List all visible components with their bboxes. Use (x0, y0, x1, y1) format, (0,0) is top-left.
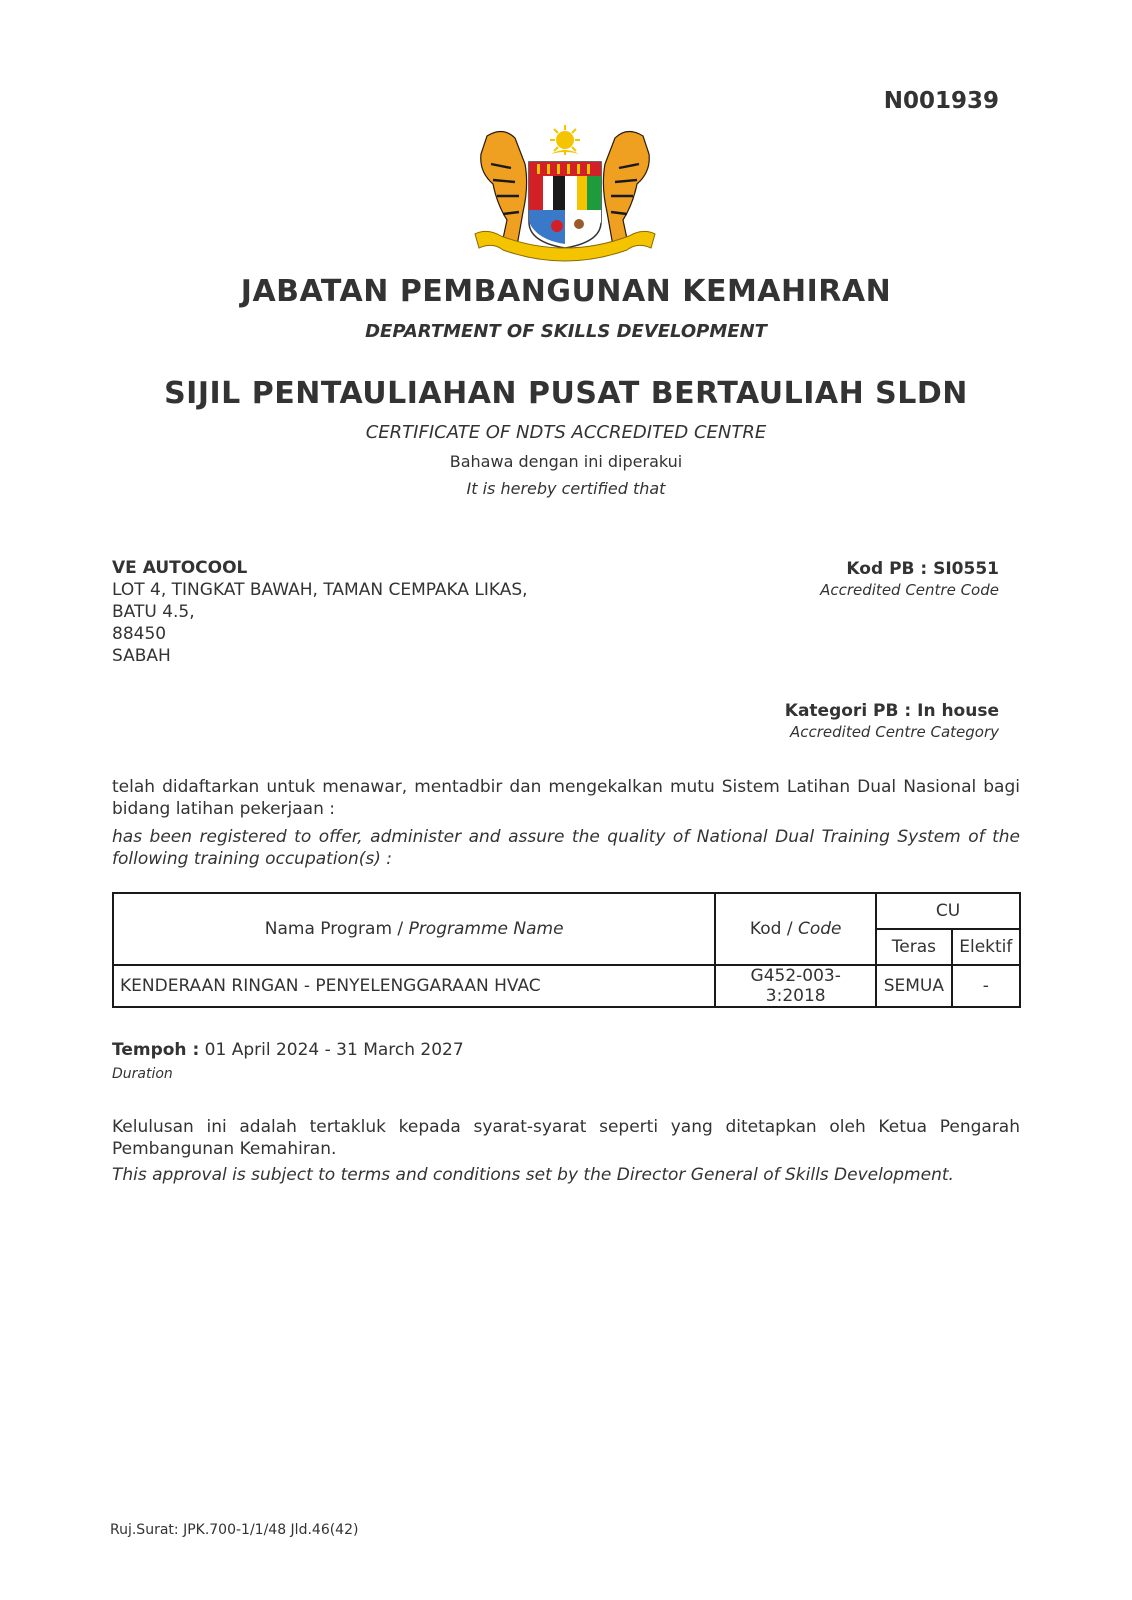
cu-header: CU (876, 893, 1020, 929)
approval-statement-english: This approval is subject to terms and conditions set by the Director General of Skills Development. (112, 1165, 954, 1185)
header-label-italic: Programme Name (408, 919, 564, 939)
duration-value: 01 April 2024 - 31 March 2027 (199, 1040, 464, 1060)
registration-statement-english: has been registered to offer, administer and assure the quality of National Dual Training System of the following training occupation(s) : (112, 827, 1020, 869)
teras-cell: SEMUA (876, 965, 952, 1007)
header-label: Nama Program / (264, 919, 409, 939)
elektif-cell: - (952, 965, 1020, 1007)
accredited-centre-code-block (820, 558, 999, 600)
centre-category-caption: Accredited Centre Category (789, 723, 999, 741)
header-label-italic: Code (797, 919, 842, 939)
department-name-english: DEPARTMENT OF SKILLS DEVELOPMENT (365, 321, 767, 342)
certificate-title-english: CERTIFICATE OF NDTS ACCREDITED CENTRE (365, 422, 767, 443)
elektif-header: Elektif (952, 929, 1020, 965)
centre-code-caption: Accredited Centre Code (820, 581, 999, 599)
duration-line (112, 1040, 464, 1060)
address-line: SABAH (112, 646, 171, 666)
address-line: LOT 4, TINGKAT BAWAH, TAMAN CEMPAKA LIKAS, (112, 580, 528, 600)
programme-table (112, 892, 1021, 1008)
teras-header: Teras (876, 929, 952, 965)
programme-code-cell: G452-003-3:2018 (715, 965, 876, 1007)
centre-code: Kod PB : SI0551 (846, 559, 999, 579)
programme-name-header (113, 893, 715, 965)
table-row (113, 965, 1020, 1007)
department-name-malay: JABATAN PEMBANGUNAN KEMAHIRAN (240, 274, 892, 309)
registration-statement-malay: telah didaftarkan untuk menawar, mentadbir dan mengekalkan mutu Sistem Latihan Dual Nasional bagi bidang latihan pekerjaan : (112, 777, 1020, 819)
centre-category: Kategori PB : In house (784, 701, 999, 721)
letter-reference: Ruj.Surat: JPK.700-1/1/48 Jld.46(42) (110, 1522, 359, 1538)
accredited-centre-category-block (785, 700, 999, 742)
centre-name: VE AUTOCOOL (112, 558, 248, 578)
duration-caption: Duration (112, 1066, 173, 1082)
address-line: 88450 (112, 624, 167, 644)
programme-name-cell: KENDERAAN RINGAN - PENYELENGGARAAN HVAC (113, 965, 715, 1007)
duration-label: Tempoh : (112, 1040, 200, 1060)
approval-statement-malay: Kelulusan ini adalah tertakluk kepada syarat-syarat seperti yang ditetapkan oleh Ketua Pengarah Pembangunan Kemahiran. (112, 1117, 1020, 1159)
table-header-row (113, 893, 1020, 929)
certify-statement-malay: Bahawa dengan ini diperakui (449, 452, 683, 471)
programme-code-header (715, 893, 876, 965)
header-label: Kod / (749, 919, 798, 939)
malaysia-coat-of-arms-icon (467, 124, 663, 270)
certificate-title-malay: SIJIL PENTAULIAHAN PUSAT BERTAULIAH SLDN (164, 376, 968, 411)
centre-address-block (112, 557, 528, 667)
certificate-serial-number: N001939 (883, 88, 999, 114)
address-line: BATU 4.5, (112, 602, 195, 622)
certify-statement-english: It is hereby certified that (466, 479, 666, 498)
